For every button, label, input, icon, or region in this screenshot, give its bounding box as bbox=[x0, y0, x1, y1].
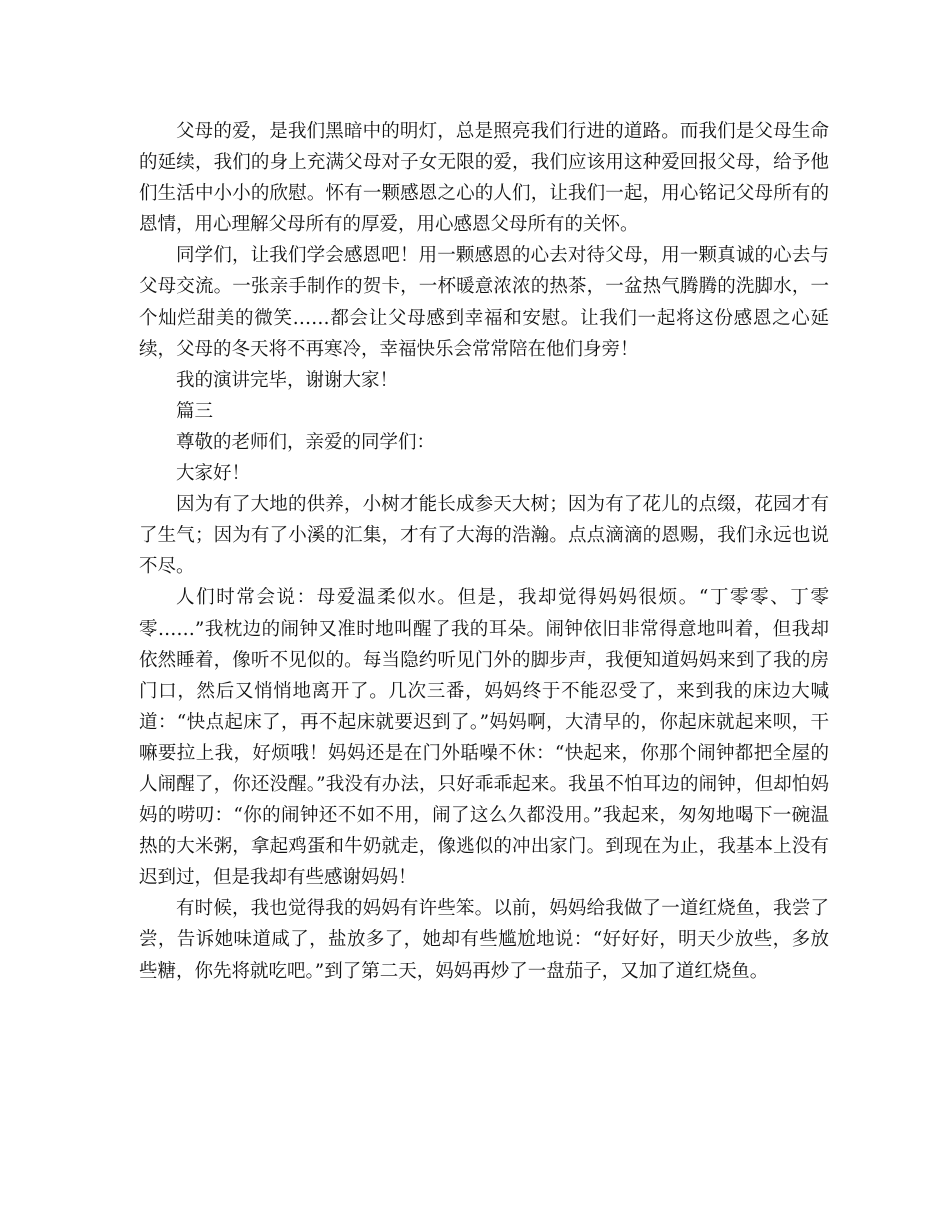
section-heading: 篇三 bbox=[176, 400, 214, 422]
paragraph: 人们时常会说：母爱温柔似水。但是，我却觉得妈妈很烦。“丁零零、丁零零……”我枕边的闹钟又准时地叫醒了我的耳朵。闹钟依旧非常得意地叫着，但我却依然睡着，像听不见似的。每当隐约听见门外的脚步声，我便知道妈妈来到了我的房门口，然后又悄悄地离开了。几次三番，妈妈终于不能忍受了，来到我的床边大喊道：“快点起床了，再不起床就要迟到了。”妈妈啊，大清早的，你起床就起来呗，干嘛要拉上我，好烦哦！妈妈还是在门外聒噪不休：“快起来，你那个闹钟都把全屋的人闹醒了，你还没醒。”我没有办法，只好乖乖起来。我虽不怕耳边的闹钟，但却怕妈妈的唠叨：“你的闹钟还不如不用，闹了这么久都没用。”我起来，匆匆地喝下一碗温热的大米粥，拿起鸡蛋和牛奶就走，像逃似的冲出家门。到现在为止，我基本上没有迟到过，但是我却有些感谢妈妈！ bbox=[139, 587, 829, 889]
salutation: 尊敬的老师们，亲爱的同学们： bbox=[176, 431, 436, 453]
paragraph: 父母的爱，是我们黑暗中的明灯，总是照亮我们行进的道路。而我们是父母生命的延续，我们的身上充满父母对子女无限的爱，我们应该用这种爱回报父母，给予他们生活中小小的欣慰。怀有一颗感恩之心的人们，让我们一起，用心铭记父母所有的恩情，用心理解父母所有的厚爱，用心感恩父母所有的关怀。 bbox=[139, 121, 829, 236]
paragraph: 因为有了大地的供养，小树才能长成参天大树；因为有了花儿的点缀，花园才有了生气；因为有了小溪的汇集，才有了大海的浩瀚。点点滴滴的恩赐，我们永远也说不尽。 bbox=[139, 494, 829, 578]
document-body bbox=[139, 116, 829, 987]
paragraph: 同学们，让我们学会感恩吧！用一颗感恩的心去对待父母，用一颗真诚的心去与父母交流。一张亲手制作的贺卡，一杯暖意浓浓的热茶，一盆热气腾腾的洗脚水，一个灿烂甜美的微笑……都会让父母感到幸福和安慰。让我们一起将这份感恩之心延续，父母的冬天将不再寒冷，幸福快乐会常常陪在他们身旁！ bbox=[139, 245, 829, 360]
paragraph: 有时候，我也觉得我的妈妈有许些笨。以前，妈妈给我做了一道红烧鱼，我尝了尝，告诉她味道咸了，盐放多了，她却有些尴尬地说：“好好好，明天少放些，多放些糖，你先将就吃吧。”到了第二天，妈妈再炒了一盘茄子，又加了道红烧鱼。 bbox=[139, 898, 829, 982]
paragraph: 我的演讲完毕，谢谢大家！ bbox=[176, 369, 399, 391]
greeting: 大家好！ bbox=[176, 463, 251, 485]
